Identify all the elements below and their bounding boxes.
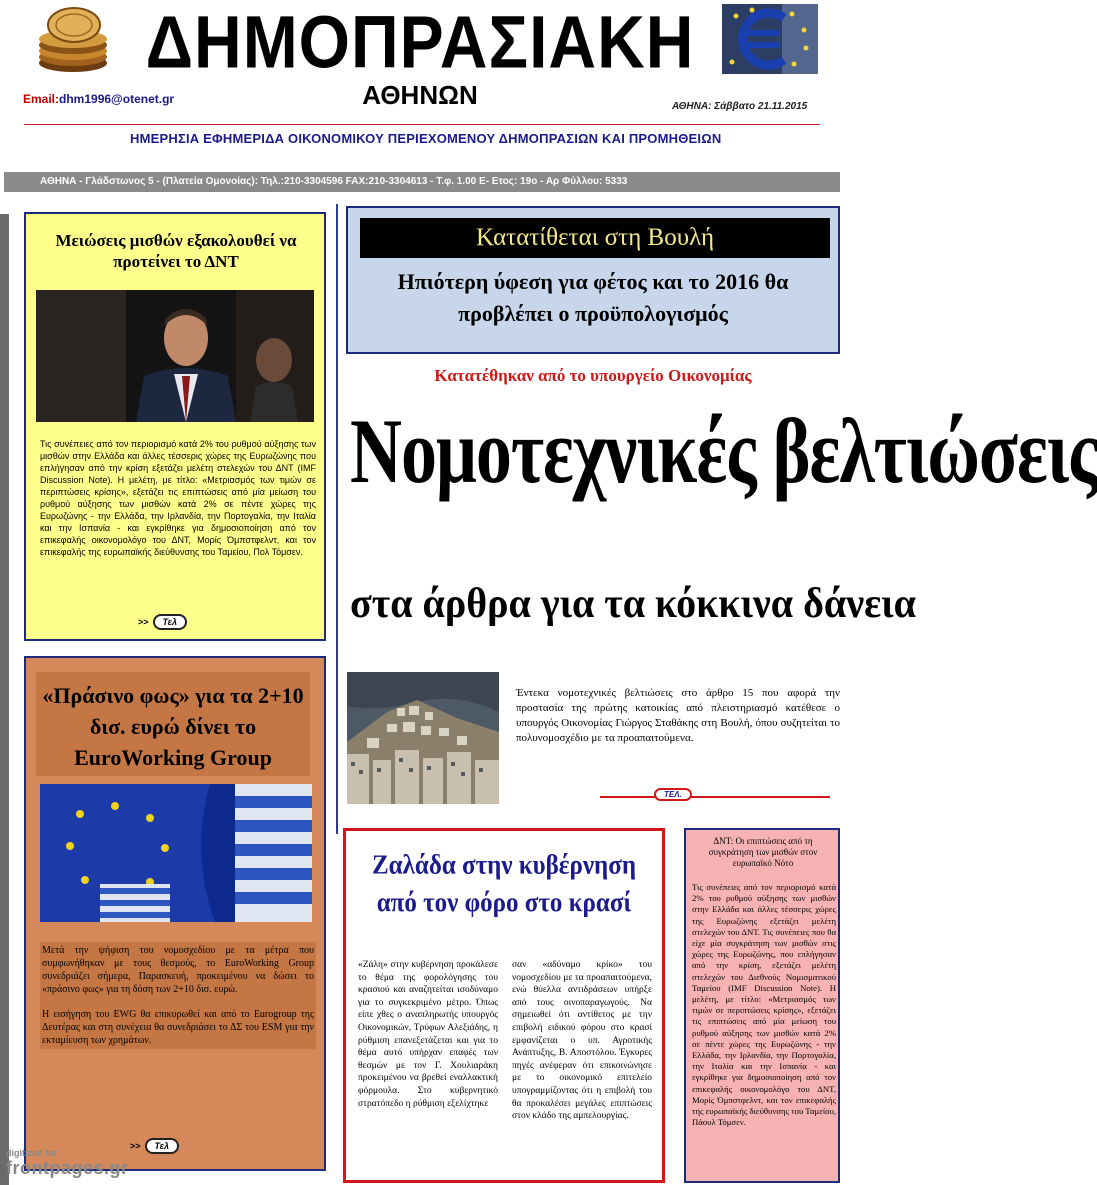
article-budget-headline: Ηπιότερη ύφεση για φέτος και το 2016 θα προβλέπει ο προϋπολογισμός <box>397 269 789 326</box>
info-bar: ΑΘΗΝΑ - Γλάδστωνος 5 - (Πλατεία Ομονοίας): Τηλ.:210-3304596 FAX:210-3304613 - Τ.φ. 1.00 E- Ετος: 19ο - Αρ Φύλλου: 5333 <box>4 172 840 192</box>
article-eurogroup-para-2: Η εισήγηση του EWG θα επικυρωθεί και από το Eurogroup της Δευτέρας και στη συνέχεια θα συνεδριάσει το ΔΣ του ESM για την εκταμίευση των χρημάτων. <box>42 1009 314 1046</box>
article-wine-col-2: σαν «αδύναμο κρίκο» του νομοσχεδίου με τα προαπαιτούμενα, ενώ θύελλα αντιδράσεων υπήρξε από τους οινοπαραγωγούς. Να σημειωθεί ότι αντίθετος με την επιβολή ειδικού φόρου στο κρασί εμφανίζεται ο υπ. Αγροτικής Ανάπτυξης, Β. Αποστόλου. Έγκυρες πηγές ανέφεραν ότι επικοινώνησε με το οικονομικό επιτελείο υπογραμμίζοντας ότι η επιβολή του θα προκαλέσει μεγάλες επιπτώσεις στον κλάδο της αμπελουργίας. <box>512 960 652 1122</box>
watermark <box>6 1148 129 1178</box>
main-more[interactable] <box>600 788 830 806</box>
more-arrows: >> <box>138 617 149 627</box>
tagline: ΗΜΕΡΗΣΙΑ ΕΦΗΜΕΡΙΔΑ ΟΙΚΟΝΟΜΙΚΟΥ ΠΕΡΙΕΧΟΜΕΝΟΥ ΔΗΜΟΠΡΑΣΙΩΝ ΚΑΙ ΠΡΟΜΗΘΕΙΩΝ <box>130 131 722 146</box>
photo-official <box>36 290 314 422</box>
euro-sign-icon <box>722 4 818 74</box>
article-eurogroup-para-1: Μετά την ψήφιση του νομοσχεδίου με τα μέτρα που συμφωνήθηκαν με τους θεσμούς, το EuroWorking Group συνεδριάζει σήμερα, Παρασκευή, προκειμένου να δώσει το «πράσινο φως» για τη δόση των 2+10 δισ. ευρώ. <box>42 945 314 995</box>
article-eurogroup-more[interactable] <box>130 1136 179 1154</box>
article-wages-headline: Μειώσεις μισθών εξακολουθεί να προτείνει το ΔΝΤ <box>55 231 297 271</box>
more-arrows: >> <box>130 1141 141 1151</box>
article-wages-box <box>24 212 326 641</box>
article-side-body: Τις συνέπειες από τον περιορισμό κατά 2% του ρυθμού αύξησης των μισθών στην Ελλάδα και άλλες τέσσερις χώρες της Ευρωζώνης εξετάζει μελέτη στελεχών του ΔΝΤ. Τις συνέπειες που θα είχε μία συγκράτηση των μισθών στις χώρες της Ευρωζώνης, που επλήγησαν από την κρίση, εξετάζει μελέτη στελεχών του Διεθνούς Νομισματικού Ταμείου (IMF Discussion Note). Η μελέτη, με τίτλο: «Μετριασμός των τιμών σε περιπτώσεις κρίσης», εξετάζει τις επιπτώσεις από μία μείωση του ρυθμού αύξησης των μισθών κατά 2% σε πέντε χώρες της Ευρωζώνης - την Ελλάδα, την Ιρλανδία, την Πορτογαλία, την Ιταλία και την Ισπανία - και εγκρίθηκε για δημοσιοποίηση από τον επικεφαλής οικονομολόγο του ΔΝΤ, Μορίς Όμπστφελντ, και τον επικεφαλής της ευρωπαϊκής διεύθυνσης του Ταμείου, Πάουλ Τόμσεν. <box>692 882 836 1128</box>
email-contact[interactable] <box>23 92 174 106</box>
more-button[interactable]: Τελ <box>145 1138 179 1154</box>
article-budget-banner: Κατατίθεται στη Βουλή <box>360 218 830 258</box>
watermark-small: digitized for <box>6 1148 57 1158</box>
main-more-rule <box>600 796 830 798</box>
masthead-subtitle: ΑΘΗΝΩΝ <box>362 80 478 110</box>
left-margin-stripe <box>0 214 9 1185</box>
email-label: Email: <box>23 92 60 106</box>
masthead-title: ΔΗΜΟΠΡΑΣΙΑΚΗ <box>145 0 695 84</box>
gold-coins-logo <box>32 5 114 75</box>
issue-date: ΑΘΗΝΑ: Σάββατο 21.11.2015 <box>672 101 808 112</box>
article-eurogroup-headline: «Πράσινο φως» για τα 2+10 δισ. ευρώ δίνει το EuroWorking Group <box>42 683 304 770</box>
photo-eu-greek-flags <box>40 784 312 922</box>
masthead-rule <box>24 124 820 125</box>
main-kicker: Κατατέθηκαν από το υπουργείο Οικονομίας <box>434 366 752 385</box>
photo-city <box>347 672 499 804</box>
article-eurogroup-box <box>24 656 326 1171</box>
main-subheadline: στα άρθρα για τα κόκκινα δάνεια <box>350 578 916 627</box>
column-divider <box>336 204 338 834</box>
article-eurogroup-body <box>40 942 316 1049</box>
article-wine-headline: Ζαλάδα στην κυβέρνηση από τον φόρο στο κρασί <box>371 850 637 918</box>
watermark-site: frontpages.gr <box>6 1158 129 1178</box>
article-wine-col-1: «Ζάλη» στην κυβέρνηση προκάλεσε το θέμα της φορολόγησης του κρασιού και αναζητείται ισοδύναμο για το συγκεκριμένο μέτρο. Όπως είπε χθες ο αναπληρωτής υπουργός Οικονομικών, Τρύφων Αλεξιάδης, η ρύθμιση επανεξετάζεται και για το θέμα αυτό υπήρχαν επαφές των θεσμών με τον Γ. Χουλιαράκη προκειμένου να βρεθεί εναλλακτική φόρμουλα. Στο κυβερνητικό στρατόπεδο η ρύθμιση εξελίχτηκε <box>358 960 498 1109</box>
article-side-box <box>684 828 840 1183</box>
more-button[interactable]: Τελ <box>153 614 187 630</box>
article-wine-box <box>343 828 665 1183</box>
main-headline: Νομοτεχνικές βελτιώσεις <box>350 400 1097 503</box>
more-button[interactable]: ΤΕΛ. <box>654 788 692 801</box>
article-wages-more[interactable] <box>138 612 187 630</box>
main-body: Έντεκα νομοτεχνικές βελτιώσεις στο άρθρο 15 που αφορά την προστασία της πρώτης κατοικίας από πλειστηριασμό κατέθεσε ο υπουργός Οικονομίας Γιώργος Σταθάκης στη Βουλή, όπου συζητείται το πολυνομοσχέδιο με τα προαπαιτούμενα. <box>516 687 840 744</box>
email-address: dhm1996@otenet.gr <box>59 92 175 106</box>
article-wages-body: Τις συνέπειες από τον περιορισμό κατά 2% του ρυθμού αύξησης των μισθών στην Ελλάδα και άλλες τέσσερις χώρες της Ευρωζώνης που επλήγησαν από την κρίση εξετάζει μελέτη στελεχών του ΔΝΤ (IMF Discussion Note). Η μελέτη, με τίτλο: «Μετριασμός των τιμών σε περιπτώσεις κρίσης», εξετάζει τις επιπτώσεις από μία μείωση του ρυθμού αύξησης των μισθών κατά 2% σε πέντε χώρες της Ευρωζώνης - την Ελλάδα, την Ιρλανδία, την Πορτογαλία, την Ιταλία και την Ισπανία - και εγκρίθηκε για δημοσιοποίηση από τον επικεφαλής οικονομολόγο του ΔΝΤ, Μορίς Όμπστφελντ, και τον επικεφαλής της ευρωπαϊκής διεύθυνσης του Ταμείου, Πολ Τόμσεν. <box>40 439 316 557</box>
article-side-title: ΔΝΤ: Οι επιπτώσεις από τη συγκράτηση των μισθών στον ευρωπαϊκό Νότο <box>708 836 818 868</box>
article-eurogroup-head <box>36 672 310 776</box>
article-budget-box <box>346 206 840 354</box>
